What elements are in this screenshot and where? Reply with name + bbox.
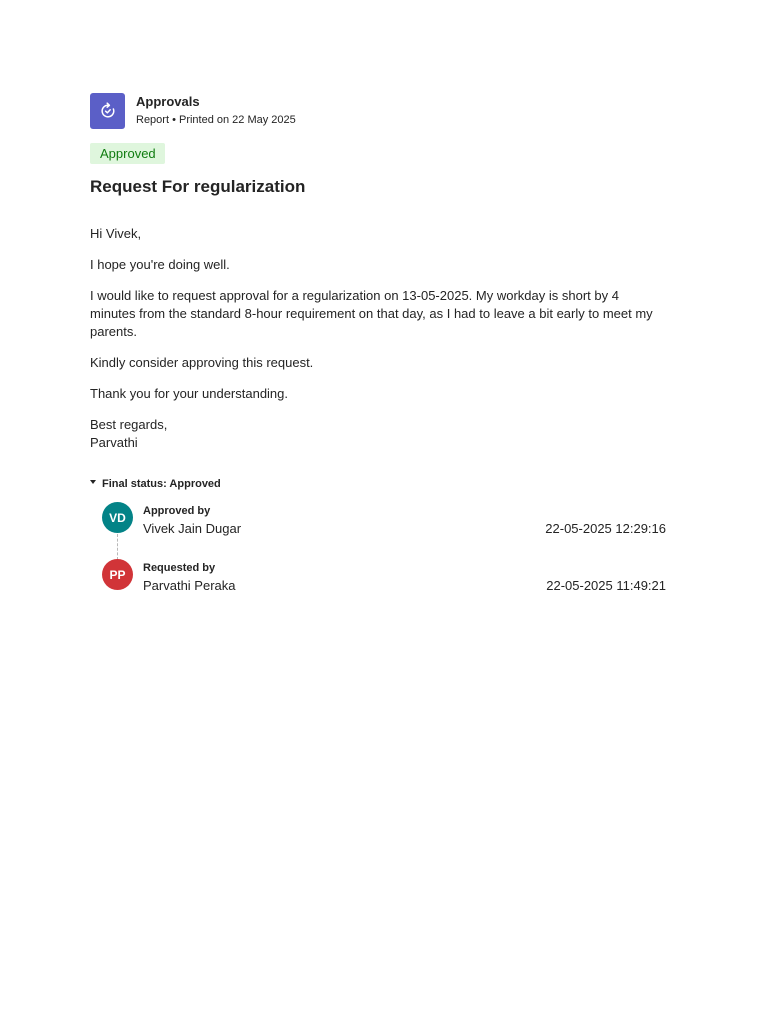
timeline-entry-approver [102,502,668,559]
greeting: Hi Vivek, [90,226,142,241]
body-line: Thank you for your understanding. [90,386,289,401]
app-name: Approvals [136,93,200,109]
timeline-entry-requester [102,559,668,616]
signoff [90,416,668,452]
request-body [90,225,668,452]
body-line: Kindly consider approving this request. [90,355,314,370]
approvals-glyph [99,102,117,120]
timeline-info [143,559,236,616]
closing: Best regards, [90,417,168,432]
avatar: PP [102,559,133,590]
approvals-icon [90,93,125,129]
signature: Parvathi [90,435,138,450]
timeline-info [143,502,241,559]
body-line: I would like to request approval for a regularization on 13-05-2025. My workday is short by 4 minutes from the standard 8-hour requirement on that day, as I had to leave a bit early to meet my parents. [90,288,653,339]
timeline-role: Approved by [143,505,211,517]
timeline-timestamp: 22-05-2025 12:29:16 [545,521,666,536]
timeline-timestamp: 22-05-2025 11:49:21 [546,578,666,593]
request-title: Request For regularization [90,177,306,196]
timeline-role: Requested by [143,562,216,574]
body-line: I hope you're doing well. [90,257,230,272]
caret-down-icon [90,480,96,484]
avatar: VD [102,502,133,533]
app-meta [136,93,296,127]
timeline-person: Vivek Jain Dugar [143,521,242,536]
timeline-person: Parvathi Peraka [143,578,236,593]
report-subtitle: Report • Printed on 22 May 2025 [136,113,296,126]
app-header [90,93,668,129]
final-status-toggle[interactable] [90,477,668,491]
approval-report [90,93,668,616]
final-status-label: Final status: Approved [102,478,221,490]
approval-timeline [90,502,668,616]
status-badge: Approved [90,143,165,164]
